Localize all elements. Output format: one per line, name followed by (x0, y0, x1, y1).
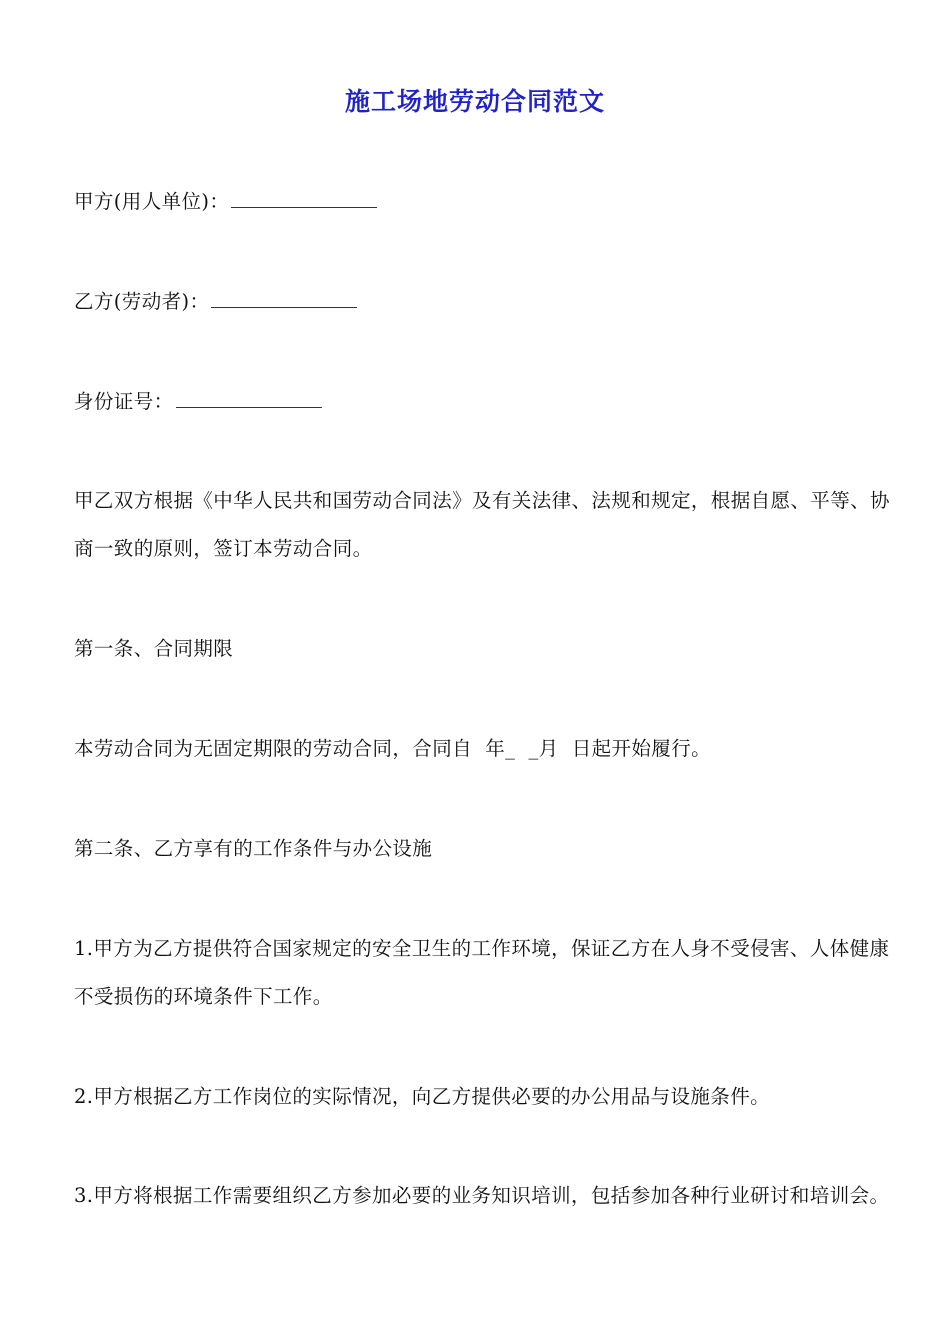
document-title: 施工场地劳动合同范文 (344, 87, 605, 116)
article1-heading: 第一条、合同期限 (74, 637, 234, 660)
party-b-row (74, 278, 904, 326)
id-number-row (74, 378, 904, 426)
party-a-row (74, 178, 904, 226)
party-a-label: 甲方(用人单位)： (74, 190, 230, 213)
party-b-blank (211, 287, 357, 308)
article2-item1: 1.甲方为乙方提供符合国家规定的安全卫生的工作环境，保证乙方在人身不受侵害、人体健康不受损伤的环境条件下工作。 (74, 937, 890, 1008)
party-a-blank (231, 187, 377, 208)
id-number-blank (176, 387, 322, 408)
id-number-label: 身份证号： (74, 390, 174, 413)
party-b-label: 乙方(劳动者)： (74, 290, 210, 313)
article2-item3: 3.甲方将根据工作需要组织乙方参加必要的业务知识培训，包括参加各种行业研讨和培训会。 (74, 1184, 890, 1207)
intro-paragraph: 甲乙双方根据《中华人民共和国劳动合同法》及有关法律、法规和规定，根据自愿、平等、协商一致的原则，签订本劳动合同。 (74, 489, 890, 560)
article1-text: 本劳动合同为无固定期限的劳动合同，合同自 年_ _月 日起开始履行。 (74, 737, 711, 760)
article2-heading: 第二条、乙方享有的工作条件与办公设施 (74, 837, 433, 860)
article2-item2: 2.甲方根据乙方工作岗位的实际情况，向乙方提供必要的办公用品与设施条件。 (74, 1085, 771, 1108)
